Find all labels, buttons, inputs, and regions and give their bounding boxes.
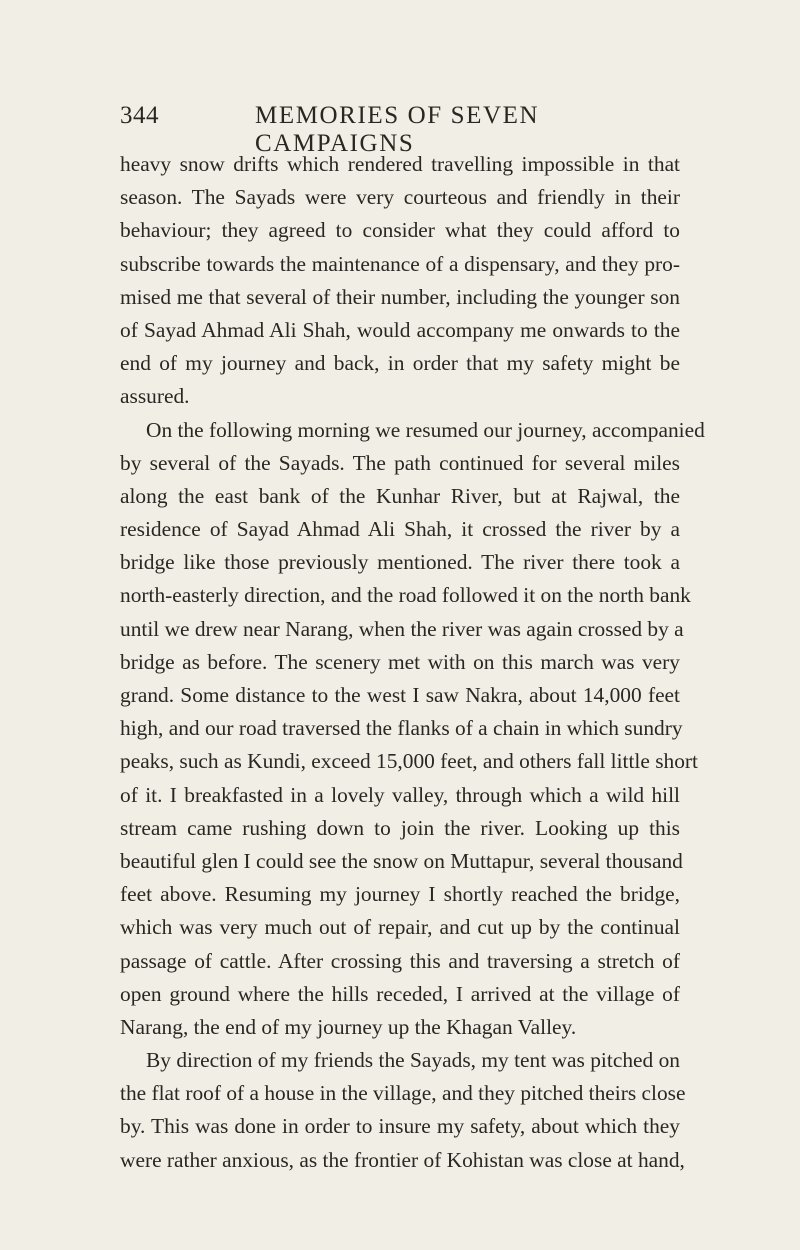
- text-line: by several of the Sayads. The path continued for several miles: [120, 450, 680, 475]
- text-line: bridge like those previously mentioned. The river there took a: [120, 550, 680, 575]
- page-header: [120, 102, 680, 157]
- text-line: On the following morning we resumed our journey, accompanied: [146, 417, 705, 442]
- text-line: passage of cattle. After crossing this and traversing a stretch of: [120, 948, 680, 973]
- body-text: [120, 148, 705, 1177]
- text-line: mised me that several of their number, including the younger son: [120, 284, 680, 309]
- text-line: residence of Sayad Ahmad Ali Shah, it crossed the river by a: [120, 517, 680, 542]
- text-line: north-easterly direction, and the road followed it on the north bank: [120, 583, 691, 608]
- text-line: of Sayad Ahmad Ali Shah, would accompany me onwards to the: [120, 317, 680, 342]
- text-line: grand. Some distance to the west I saw Nakra, about 14,000 feet: [120, 683, 680, 707]
- text-line: behaviour; they agreed to consider what they could afford to: [120, 218, 680, 243]
- text-line: beautiful glen I could see the snow on Muttapur, several thousand: [120, 848, 683, 873]
- text-line: were rather anxious, as the frontier of Kohistan was close at hand,: [120, 1147, 685, 1172]
- page-number: 344: [120, 102, 159, 129]
- paragraph: [120, 414, 705, 1045]
- text-line: by. This was done in order to insure my safety, about which they: [120, 1114, 680, 1139]
- text-line: of it. I breakfasted in a lovely valley, through which a wild hill: [120, 782, 680, 807]
- text-line: until we drew near Narang, when the river was again crossed by a: [120, 616, 684, 641]
- text-line: bridge as before. The scenery met with on this march was very: [120, 649, 680, 674]
- text-line: heavy snow drifts which rendered travelling impossible in that: [120, 152, 680, 176]
- paragraph: [120, 1044, 686, 1177]
- text-line: which was very much out of repair, and cut up by the continual: [120, 915, 680, 940]
- text-line: end of my journey and back, in order that my safety might be: [120, 351, 680, 376]
- text-line: assured.: [120, 384, 190, 409]
- text-line: subscribe towards the maintenance of a dispensary, and they pro-: [120, 251, 680, 276]
- text-line: stream came rushing down to join the river. Looking up this: [120, 815, 680, 840]
- paragraph-container: [120, 148, 705, 1177]
- text-line: feet above. Resuming my journey I shortly reached the bridge,: [120, 882, 680, 907]
- text-line: season. The Sayads were very courteous and friendly in their: [120, 185, 680, 210]
- text-line: high, and our road traversed the flanks of a chain in which sundry: [120, 716, 683, 741]
- text-line: peaks, such as Kundi, exceed 15,000 feet, and others fall little short: [120, 749, 698, 774]
- running-head: MEMORIES OF SEVEN CAMPAIGNS: [255, 102, 540, 157]
- text-line: the flat roof of a house in the village, and they pitched theirs close: [120, 1081, 686, 1106]
- text-line: By direction of my friends the Sayads, my tent was pitched on: [146, 1048, 680, 1073]
- paragraph: [120, 148, 680, 414]
- text-line: Narang, the end of my journey up the Khagan Valley.: [120, 1014, 577, 1039]
- text-line: open ground where the hills receded, I arrived at the village of: [120, 981, 680, 1006]
- text-line: along the east bank of the Kunhar River, but at Rajwal, the: [120, 483, 680, 508]
